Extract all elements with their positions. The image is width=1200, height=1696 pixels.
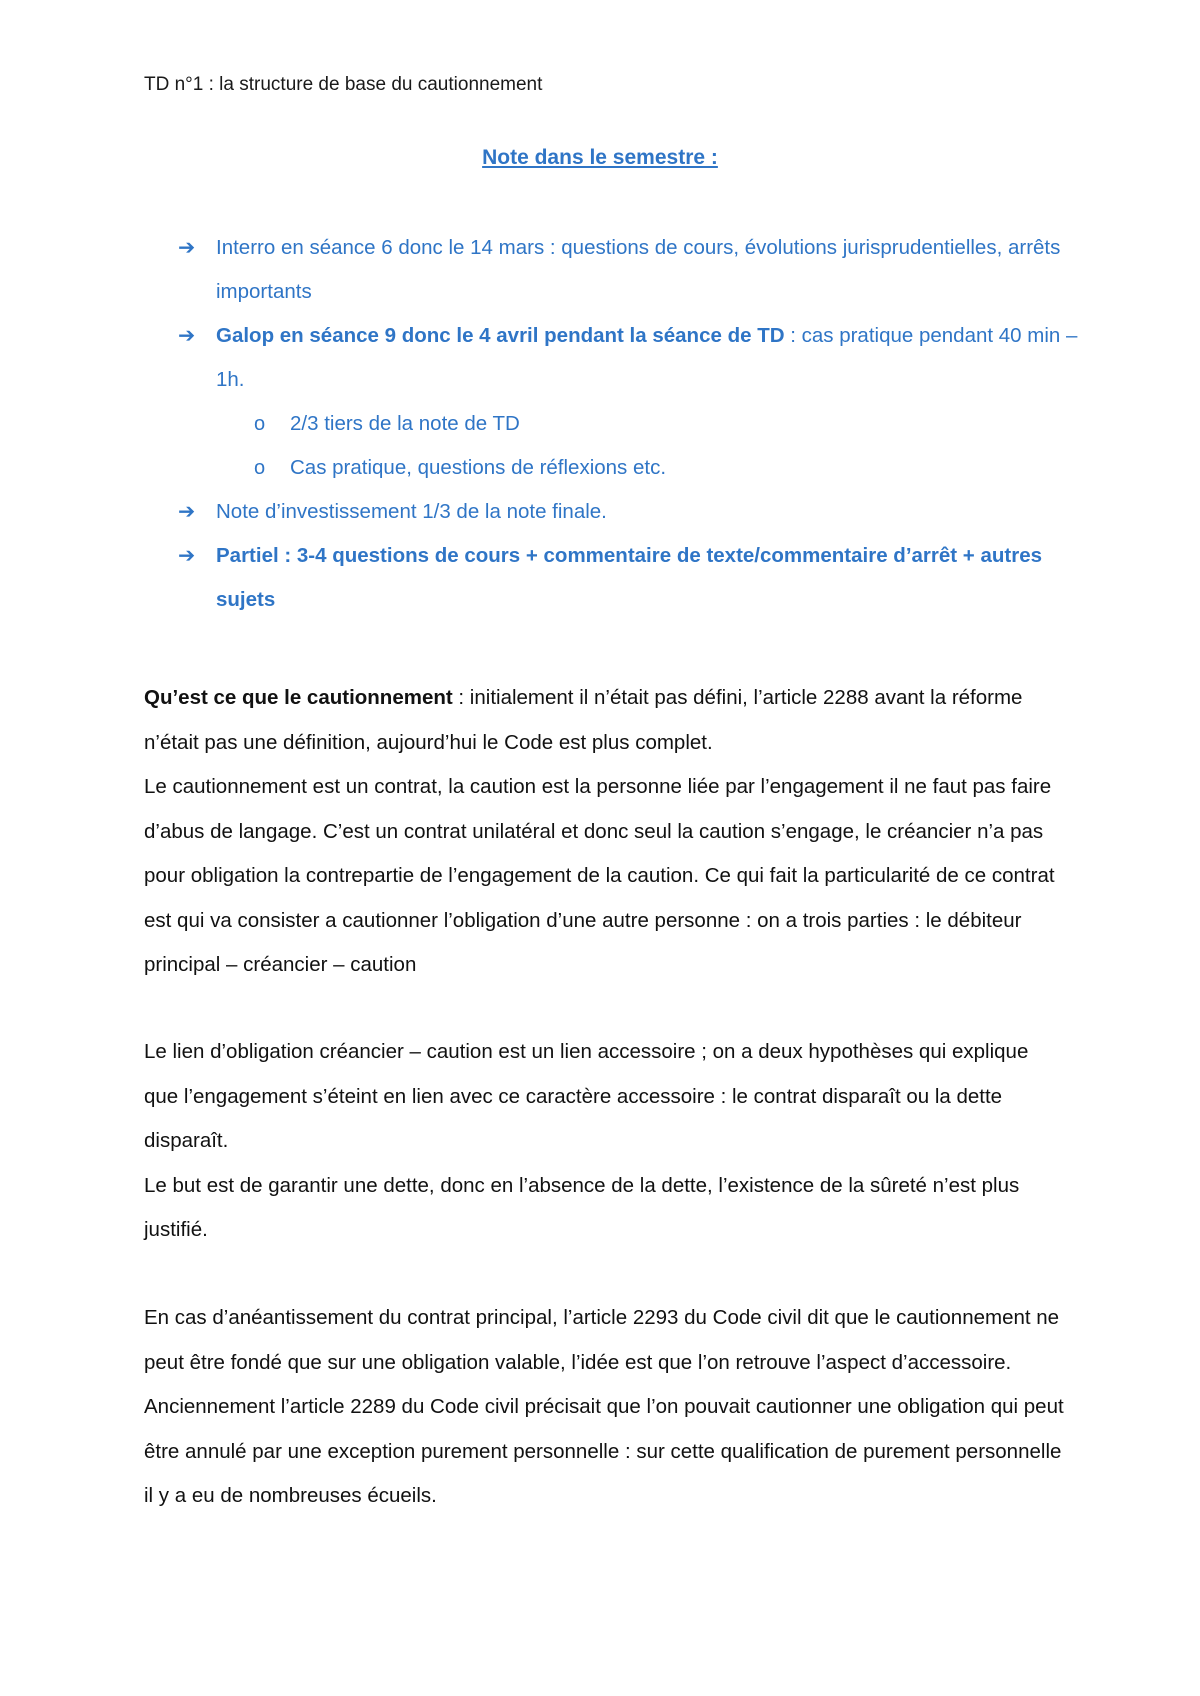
arrow-icon: ➔ bbox=[178, 324, 196, 347]
arrow-icon: ➔ bbox=[178, 544, 196, 567]
sub-item-note-td bbox=[178, 402, 1078, 446]
notes-list bbox=[178, 226, 1078, 622]
circle-bullet-icon: o bbox=[254, 413, 266, 435]
arrow-icon: ➔ bbox=[178, 500, 196, 523]
paragraph-definition bbox=[144, 676, 1064, 988]
paragraph-heading: Qu’est ce que le cautionnement bbox=[144, 686, 453, 709]
paragraph-accessoire bbox=[144, 1030, 1064, 1253]
note-item-bold-text: Partiel : 3-4 questions de cours + commentaire de texte/commentaire d’arrêt + autres sujets bbox=[216, 544, 1042, 611]
circle-bullet-icon: o bbox=[254, 457, 266, 479]
sub-item-text: 2/3 tiers de la note de TD bbox=[290, 412, 520, 435]
page-header: TD n°1 : la structure de base du cautionnement bbox=[144, 74, 543, 95]
arrow-icon: ➔ bbox=[178, 236, 196, 259]
sub-item-text: Cas pratique, questions de réflexions etc. bbox=[290, 456, 667, 479]
note-item-galop bbox=[178, 314, 1078, 402]
note-item-partiel bbox=[178, 534, 1078, 622]
paragraph: Le lien d’obligation créancier – caution est un lien accessoire ; on a deux hypothèses qui explique que l’engagement s’éteint en lien avec ce caractère accessoire : le contrat disparaît ou la dette disparaît. bbox=[144, 1040, 1029, 1152]
paragraph-aneantissement bbox=[144, 1296, 1064, 1519]
paragraph bbox=[144, 676, 1064, 765]
paragraph: Le cautionnement est un contrat, la caution est la personne liée par l’engagement il ne faut pas faire d’abus de langage. C’est un contrat unilatéral et donc seul la caution s’engage, le créancier n’a pas pour obligation la contrepartie de l’engagement de la caution. Ce qui fait la particularité de ce contrat est qui va consister a cautionner l’obligation d’une autre personne : on a trois parties : le débiteur principal – créancier – caution bbox=[144, 775, 1055, 976]
paragraph: En cas d’anéantissement du contrat principal, l’article 2293 du Code civil dit que le cautionnement ne peut être fondé que sur une obligation valable, l’idée est que l’on retrouve l’aspect d’accessoire. Anciennement l’article 2289 du Code civil précisait que l’on pouvait cautionner une obligation qui peut être annulé par une exception purement personnelle : sur cette qualification de purement personnelle il y a eu de nombreuses écueils. bbox=[144, 1306, 1064, 1507]
note-item-text: Interro en séance 6 donc le 14 mars : questions de cours, évolutions jurisprudentielles, arrêts importants bbox=[216, 236, 1061, 303]
note-item-bold-text: Galop en séance 9 donc le 4 avril pendant la séance de TD bbox=[216, 324, 785, 347]
note-item-text: Note d’investissement 1/3 de la note finale. bbox=[216, 500, 607, 523]
paragraph-text: : initialement il n’était pas défini, l’article 2288 avant la réforme n’était pas une définition, aujourd’hui le Code est plus complet. bbox=[144, 686, 1023, 754]
paragraph: Le but est de garantir une dette, donc en l’absence de la dette, l’existence de la sûreté n’est plus justifié. bbox=[144, 1173, 1020, 1241]
sub-item-cas-pratique bbox=[178, 446, 1078, 490]
section-title: Note dans le semestre : bbox=[482, 146, 718, 169]
note-item-text: : cas pratique pendant 40 min – 1h. bbox=[216, 324, 1078, 391]
note-item-interro bbox=[178, 226, 1078, 314]
note-item-investissement bbox=[178, 490, 1078, 534]
